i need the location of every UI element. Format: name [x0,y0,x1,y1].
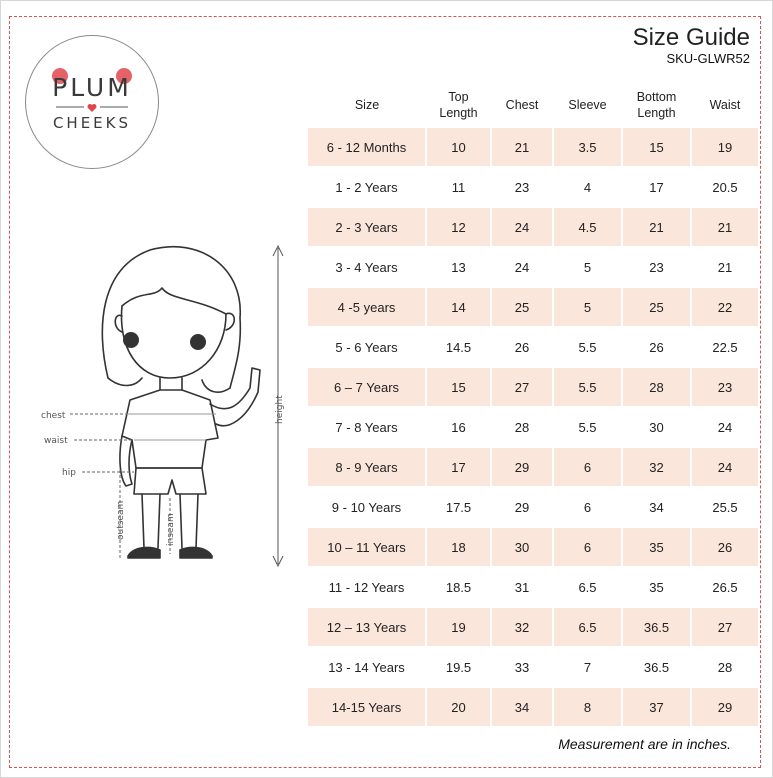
cell-sleeve: 5.5 [553,407,622,447]
outseam-label: outseam [116,500,126,540]
table-row [308,407,759,447]
cell-size: 14-15 Years [308,687,426,727]
inseam-label: inseam [166,513,176,546]
cell-sleeve: 6 [553,447,622,487]
cell-chest: 24 [491,247,553,287]
cell-sleeve: 6 [553,487,622,527]
cell-chest: 32 [491,607,553,647]
plum-cheeks-logo [25,35,159,169]
height-label: height [275,395,285,424]
logo-text-plum: PLUM [52,73,132,102]
cell-bottom-length: 30 [622,407,691,447]
cell-chest: 29 [491,487,553,527]
cell-chest: 28 [491,407,553,447]
cell-sleeve: 6.5 [553,567,622,607]
header-waist: Waist [709,98,741,112]
table-row [308,367,759,407]
cell-top-length: 16 [426,407,491,447]
cell-chest: 24 [491,207,553,247]
cell-top-length: 18 [426,527,491,567]
cell-bottom-length: 17 [622,167,691,207]
cell-chest: 23 [491,167,553,207]
cell-chest: 31 [491,567,553,607]
cell-waist: 26.5 [691,567,759,607]
header-sleeve: Sleeve [568,98,607,112]
table-header-row [308,82,759,128]
table-row [308,167,759,207]
cell-bottom-length: 26 [622,327,691,367]
cell-size: 6 – 7 Years [308,367,426,407]
cell-sleeve: 6.5 [553,607,622,647]
cell-top-length: 10 [426,128,491,167]
cell-size: 1 - 2 Years [308,167,426,207]
cell-top-length: 19 [426,607,491,647]
header-bottom-length: Bottom Length [636,90,677,120]
cell-size: 10 – 11 Years [308,527,426,567]
cell-top-length: 17 [426,447,491,487]
cell-size: 5 - 6 Years [308,327,426,367]
cell-size: 4 -5 years [308,287,426,327]
cell-chest: 27 [491,367,553,407]
cell-waist: 19 [691,128,759,167]
cell-waist: 27 [691,607,759,647]
cell-sleeve: 5 [553,287,622,327]
child-measurement-illustration [30,228,310,588]
cell-chest: 29 [491,447,553,487]
table-row [308,487,759,527]
logo-text-cheeks: CHEEKS [52,114,132,132]
table-row [308,128,759,167]
cell-bottom-length: 21 [622,207,691,247]
header-top-length: Top Length [439,90,478,120]
cell-sleeve: 6 [553,527,622,567]
cell-top-length: 18.5 [426,567,491,607]
cell-top-length: 20 [426,687,491,727]
cell-bottom-length: 15 [622,128,691,167]
table-row [308,527,759,567]
waist-label: waist [44,436,68,446]
table-row [308,327,759,367]
table-row [308,607,759,647]
cell-sleeve: 5.5 [553,367,622,407]
cell-top-length: 14 [426,287,491,327]
cell-chest: 34 [491,687,553,727]
table-row [308,447,759,487]
size-rows [308,128,759,727]
cell-top-length: 11 [426,167,491,207]
cell-waist: 21 [691,207,759,247]
cell-sleeve: 7 [553,647,622,687]
cell-waist: 22 [691,287,759,327]
cell-top-length: 14.5 [426,327,491,367]
cell-waist: 24 [691,407,759,447]
cell-size: 9 - 10 Years [308,487,426,527]
cell-size: 7 - 8 Years [308,407,426,447]
cell-size: 8 - 9 Years [308,447,426,487]
cell-bottom-length: 36.5 [622,647,691,687]
cell-chest: 21 [491,128,553,167]
cell-top-length: 12 [426,207,491,247]
hip-label: hip [62,468,76,478]
cell-bottom-length: 23 [622,247,691,287]
cell-sleeve: 3.5 [553,128,622,167]
cell-size: 11 - 12 Years [308,567,426,607]
logo-graphic [26,36,158,168]
cell-sleeve: 5 [553,247,622,287]
cell-top-length: 19.5 [426,647,491,687]
cell-top-length: 17.5 [426,487,491,527]
table-row [308,247,759,287]
cell-chest: 25 [491,287,553,327]
table-row [308,287,759,327]
cell-waist: 26 [691,527,759,567]
cell-chest: 26 [491,327,553,367]
cell-size: 12 – 13 Years [308,607,426,647]
header-chest: Chest [505,98,539,112]
cell-bottom-length: 34 [622,487,691,527]
size-chart-table [308,82,760,728]
cell-waist: 29 [691,687,759,727]
cell-size: 6 - 12 Months [308,128,426,167]
table-row [308,567,759,607]
cell-bottom-length: 36.5 [622,607,691,647]
chest-label: chest [41,411,66,421]
table-row [308,647,759,687]
cell-waist: 22.5 [691,327,759,367]
cell-bottom-length: 32 [622,447,691,487]
page-title: Size Guide [632,24,750,51]
cell-size: 3 - 4 Years [308,247,426,287]
cell-top-length: 13 [426,247,491,287]
cell-sleeve: 4 [553,167,622,207]
sku-code: SKU-GLWR52 [666,51,750,66]
cell-waist: 21 [691,247,759,287]
measurement-note: Measurement are in inches. [558,736,731,752]
cell-size: 13 - 14 Years [308,647,426,687]
header-size: Size [354,98,380,112]
cell-sleeve: 4.5 [553,207,622,247]
cell-waist: 24 [691,447,759,487]
cell-chest: 33 [491,647,553,687]
cell-bottom-length: 37 [622,687,691,727]
cell-waist: 28 [691,647,759,687]
table-row [308,687,759,727]
cell-sleeve: 5.5 [553,327,622,367]
cell-waist: 25.5 [691,487,759,527]
cell-bottom-length: 35 [622,567,691,607]
cell-size: 2 - 3 Years [308,207,426,247]
cell-chest: 30 [491,527,553,567]
cell-sleeve: 8 [553,687,622,727]
cell-top-length: 15 [426,367,491,407]
cell-bottom-length: 28 [622,367,691,407]
cell-waist: 20.5 [691,167,759,207]
cell-bottom-length: 35 [622,527,691,567]
cell-bottom-length: 25 [622,287,691,327]
table-row [308,207,759,247]
cell-waist: 23 [691,367,759,407]
